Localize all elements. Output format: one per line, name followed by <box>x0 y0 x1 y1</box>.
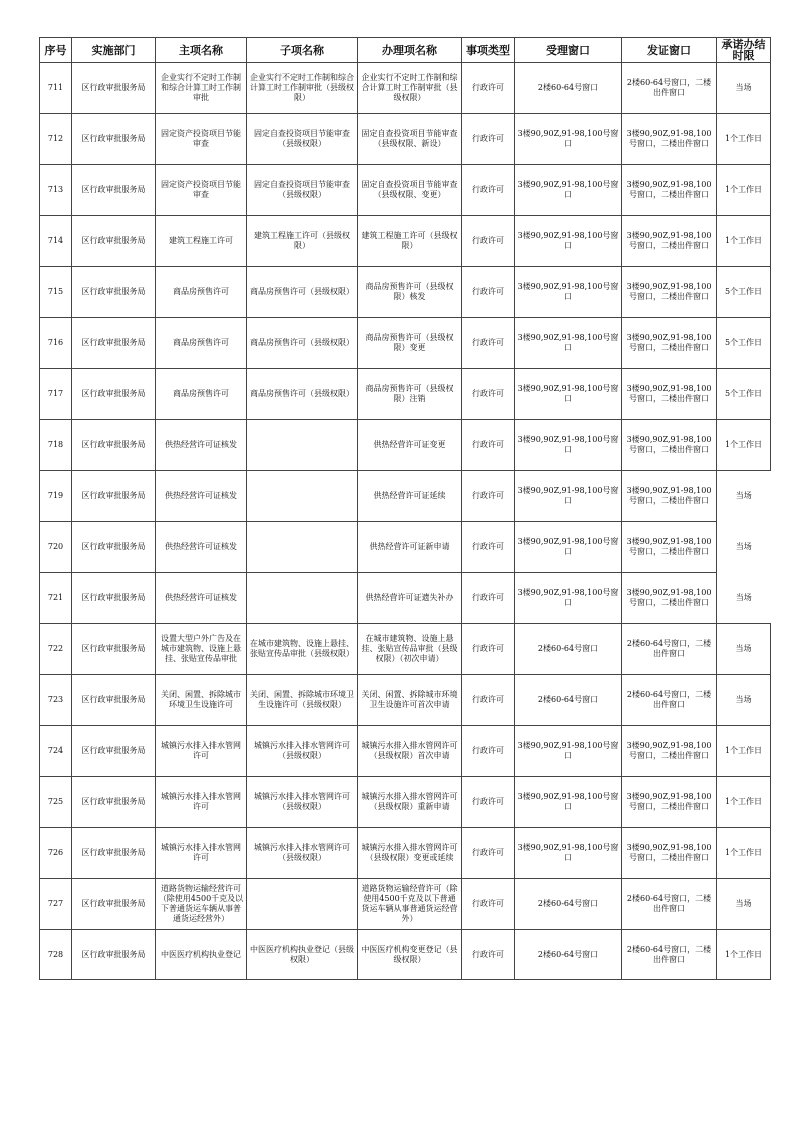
cell-sub <box>247 879 358 930</box>
cell-issue: 3楼90,90Z,91-98,100号窗口，二楼出件窗口 <box>622 777 717 828</box>
cell-sub <box>247 573 358 624</box>
cell-handle: 供热经营许可证遗失补办 <box>358 573 462 624</box>
cell-sub: 商品房预售许可（县级权限） <box>247 267 358 318</box>
cell-sub: 关闭、闲置、拆除城市环境卫生设施许可（县级权限） <box>247 675 358 726</box>
cell-type: 行政许可 <box>462 930 515 980</box>
cell-dept: 区行政审批服务局 <box>72 879 156 930</box>
cell-limit: 1个工作日 <box>717 930 771 980</box>
cell-handle: 道路货物运输经营许可（除使用4500千克及以下普通货运车辆从事普通货运经营外） <box>358 879 462 930</box>
cell-sub: 商品房预售许可（县级权限） <box>247 369 358 420</box>
cell-limit: 5个工作日 <box>717 369 771 420</box>
cell-type: 行政许可 <box>462 63 515 114</box>
cell-seq: 723 <box>40 675 72 726</box>
cell-accept: 3楼90,90Z,91-98,100号窗口 <box>515 573 622 624</box>
table-row <box>40 369 771 420</box>
cell-seq: 714 <box>40 216 72 267</box>
table-row <box>40 471 771 522</box>
table-row <box>40 573 771 624</box>
header-accept-window: 受理窗口 <box>515 38 622 63</box>
cell-seq: 718 <box>40 420 72 471</box>
cell-limit: 当场 <box>735 592 752 602</box>
cell-handle: 商品房预售许可（县级权限）核发 <box>358 267 462 318</box>
cell-main: 城镇污水排入排水管网许可 <box>156 828 247 879</box>
cell-accept: 3楼90,90Z,91-98,100号窗口 <box>515 726 622 777</box>
cell-issue: 3楼90,90Z,91-98,100号窗口，二楼出件窗口 <box>622 318 717 369</box>
cell-accept: 3楼90,90Z,91-98,100号窗口 <box>515 420 622 471</box>
cell-main: 供热经营许可证核发 <box>156 573 247 624</box>
table-header-row <box>40 38 771 63</box>
cell-type: 行政许可 <box>462 369 515 420</box>
cell-limit: 1个工作日 <box>717 420 771 471</box>
cell-seq: 727 <box>40 879 72 930</box>
cell-limit: 当场 <box>717 879 771 930</box>
cell-issue: 3楼90,90Z,91-98,100号窗口，二楼出件窗口 <box>622 369 717 420</box>
cell-limit: 1个工作日 <box>717 216 771 267</box>
cell-dept: 区行政审批服务局 <box>72 522 156 573</box>
cell-limit: 1个工作日 <box>717 726 771 777</box>
cell-sub <box>247 522 358 573</box>
cell-main: 供热经营许可证核发 <box>156 471 247 522</box>
cell-issue: 3楼90,90Z,91-98,100号窗口，二楼出件窗口 <box>622 573 717 624</box>
cell-sub: 在城市建筑物、设施上悬挂、张贴宣传品审批（县级权限） <box>247 624 358 675</box>
cell-accept: 3楼90,90Z,91-98,100号窗口 <box>515 777 622 828</box>
approval-items-table <box>39 37 771 980</box>
cell-type: 行政许可 <box>462 879 515 930</box>
cell-handle: 中医医疗机构变更登记（县级权限） <box>358 930 462 980</box>
table-row <box>40 930 771 980</box>
cell-type: 行政许可 <box>462 420 515 471</box>
cell-sub: 城镇污水排入排水管网许可（县级权限） <box>247 828 358 879</box>
cell-accept: 3楼90,90Z,91-98,100号窗口 <box>515 471 622 522</box>
header-dept: 实施部门 <box>72 38 156 63</box>
cell-sub <box>247 471 358 522</box>
cell-handle: 建筑工程施工许可（县级权限） <box>358 216 462 267</box>
cell-handle: 关闭、闲置、拆除城市环境卫生设施许可首次申请 <box>358 675 462 726</box>
cell-accept: 3楼90,90Z,91-98,100号窗口 <box>515 318 622 369</box>
cell-seq: 726 <box>40 828 72 879</box>
cell-main: 供热经营许可证核发 <box>156 522 247 573</box>
cell-main: 商品房预售许可 <box>156 267 247 318</box>
cell-type: 行政许可 <box>462 216 515 267</box>
cell-dept: 区行政审批服务局 <box>72 420 156 471</box>
cell-dept: 区行政审批服务局 <box>72 318 156 369</box>
cell-handle: 商品房预售许可（县级权限）注销 <box>358 369 462 420</box>
cell-seq: 724 <box>40 726 72 777</box>
header-issue-window: 发证窗口 <box>622 38 717 63</box>
cell-sub: 商品房预售许可（县级权限） <box>247 318 358 369</box>
cell-accept: 3楼90,90Z,91-98,100号窗口 <box>515 267 622 318</box>
cell-dept: 区行政审批服务局 <box>72 675 156 726</box>
table-body <box>40 63 771 980</box>
cell-dept: 区行政审批服务局 <box>72 930 156 980</box>
cell-type: 行政许可 <box>462 726 515 777</box>
cell-handle: 城镇污水排入排水管网许可（县级权限）首次申请 <box>358 726 462 777</box>
cell-limit: 当场 <box>735 491 752 501</box>
cell-handle: 在城市建筑物、设施上悬挂、张贴宣传品审批（县级权限）（初次申请） <box>358 624 462 675</box>
cell-handle: 固定自查投资项目节能审查（县级权限、新设） <box>358 114 462 165</box>
cell-accept: 3楼90,90Z,91-98,100号窗口 <box>515 828 622 879</box>
cell-sub: 城镇污水排入排水管网许可（县级权限） <box>247 777 358 828</box>
cell-type: 行政许可 <box>462 471 515 522</box>
table-row <box>40 828 771 879</box>
cell-seq: 711 <box>40 63 72 114</box>
cell-sub: 固定自查投资项目节能审查（县级权限） <box>247 165 358 216</box>
table-row <box>40 420 771 471</box>
cell-dept: 区行政审批服务局 <box>72 63 156 114</box>
cell-handle: 商品房预售许可（县级权限）变更 <box>358 318 462 369</box>
cell-type: 行政许可 <box>462 777 515 828</box>
cell-accept: 3楼90,90Z,91-98,100号窗口 <box>515 369 622 420</box>
cell-seq: 713 <box>40 165 72 216</box>
cell-handle: 供热经营许可证变更 <box>358 420 462 471</box>
cell-issue: 3楼90,90Z,91-98,100号窗口，二楼出件窗口 <box>622 165 717 216</box>
header-seq: 序号 <box>40 38 72 63</box>
cell-handle: 供热经营许可证新申请 <box>358 522 462 573</box>
cell-dept: 区行政审批服务局 <box>72 624 156 675</box>
cell-type: 行政许可 <box>462 573 515 624</box>
cell-main: 建筑工程施工许可 <box>156 216 247 267</box>
cell-type: 行政许可 <box>462 675 515 726</box>
cell-issue: 3楼90,90Z,91-98,100号窗口，二楼出件窗口 <box>622 114 717 165</box>
cell-sub: 城镇污水排入排水管网许可（县级权限） <box>247 726 358 777</box>
cell-accept: 3楼90,90Z,91-98,100号窗口 <box>515 216 622 267</box>
header-type: 事项类型 <box>462 38 515 63</box>
cell-accept: 2楼60-64号窗口 <box>515 675 622 726</box>
cell-sub <box>247 420 358 471</box>
cell-limit: 5个工作日 <box>717 267 771 318</box>
cell-dept: 区行政审批服务局 <box>72 369 156 420</box>
cell-limit: 5个工作日 <box>717 318 771 369</box>
cell-seq: 728 <box>40 930 72 980</box>
cell-dept: 区行政审批服务局 <box>72 777 156 828</box>
cell-type: 行政许可 <box>462 522 515 573</box>
cell-main: 设置大型户外广告及在城市建筑物、设施上悬挂、张贴宣传品审批 <box>156 624 247 675</box>
cell-accept: 3楼90,90Z,91-98,100号窗口 <box>515 522 622 573</box>
table-row <box>40 165 771 216</box>
cell-type: 行政许可 <box>462 267 515 318</box>
cell-handle: 城镇污水排入排水管网许可（县级权限）重新申请 <box>358 777 462 828</box>
cell-seq: 722 <box>40 624 72 675</box>
cell-dept: 区行政审批服务局 <box>72 828 156 879</box>
cell-limit: 1个工作日 <box>717 114 771 165</box>
cell-limit: 当场 <box>717 624 771 675</box>
cell-limit: 当场 <box>717 63 771 114</box>
cell-main: 城镇污水排入排水管网许可 <box>156 726 247 777</box>
cell-type: 行政许可 <box>462 828 515 879</box>
table-row <box>40 318 771 369</box>
cell-seq: 717 <box>40 369 72 420</box>
cell-accept: 3楼90,90Z,91-98,100号窗口 <box>515 165 622 216</box>
table-row <box>40 114 771 165</box>
header-handle-item: 办理项名称 <box>358 38 462 63</box>
table-row <box>40 879 771 930</box>
cell-issue: 3楼90,90Z,91-98,100号窗口，二楼出件窗口 <box>622 522 717 573</box>
cell-dept: 区行政审批服务局 <box>72 267 156 318</box>
cell-limit: 1个工作日 <box>717 165 771 216</box>
cell-issue: 2楼60-64号窗口，二楼出件窗口 <box>622 879 717 930</box>
cell-handle: 固定自查投资项目节能审查（县级权限、变更） <box>358 165 462 216</box>
header-sub-item: 子项名称 <box>247 38 358 63</box>
cell-issue: 3楼90,90Z,91-98,100号窗口，二楼出件窗口 <box>622 216 717 267</box>
cell-seq: 716 <box>40 318 72 369</box>
table-row <box>40 726 771 777</box>
table-row <box>40 63 771 114</box>
cell-main: 企业实行不定时工作制和综合计算工时工作制审批 <box>156 63 247 114</box>
cell-limit: 1个工作日 <box>717 777 771 828</box>
cell-seq: 721 <box>40 573 72 624</box>
table-row <box>40 624 771 675</box>
cell-main: 商品房预售许可 <box>156 369 247 420</box>
cell-seq: 725 <box>40 777 72 828</box>
cell-main: 关闭、闲置、拆除城市环境卫生设施许可 <box>156 675 247 726</box>
cell-dept: 区行政审批服务局 <box>72 573 156 624</box>
cell-dept: 区行政审批服务局 <box>72 165 156 216</box>
cell-main: 中医医疗机构执业登记 <box>156 930 247 980</box>
cell-limit: 当场 <box>717 675 771 726</box>
cell-type: 行政许可 <box>462 114 515 165</box>
cell-issue: 2楼60-64号窗口，二楼出件窗口 <box>622 930 717 980</box>
cell-issue: 3楼90,90Z,91-98,100号窗口，二楼出件窗口 <box>622 726 717 777</box>
cell-accept: 3楼90,90Z,91-98,100号窗口 <box>515 114 622 165</box>
cell-handle: 供热经营许可证延续 <box>358 471 462 522</box>
cell-issue: 3楼90,90Z,91-98,100号窗口，二楼出件窗口 <box>622 471 717 522</box>
cell-accept: 2楼60-64号窗口 <box>515 879 622 930</box>
table-row <box>40 216 771 267</box>
cell-type: 行政许可 <box>462 318 515 369</box>
cell-issue: 2楼60-64号窗口，二楼出件窗口 <box>622 675 717 726</box>
cell-seq: 712 <box>40 114 72 165</box>
cell-limit: 1个工作日 <box>717 828 771 879</box>
cell-type: 行政许可 <box>462 165 515 216</box>
cell-dept: 区行政审批服务局 <box>72 471 156 522</box>
cell-sub: 中医医疗机构执业登记（县级权限） <box>247 930 358 980</box>
cell-main: 供热经营许可证核发 <box>156 420 247 471</box>
cell-main: 道路货物运输经营许可（除使用4500千克及以下普通货运车辆从事普通货运经营外） <box>156 879 247 930</box>
cell-dept: 区行政审批服务局 <box>72 216 156 267</box>
cell-sub: 建筑工程施工许可（县级权限） <box>247 216 358 267</box>
cell-accept: 2楼60-64号窗口 <box>515 624 622 675</box>
header-main-item: 主项名称 <box>156 38 247 63</box>
cell-main: 商品房预售许可 <box>156 318 247 369</box>
cell-issue: 3楼90,90Z,91-98,100号窗口，二楼出件窗口 <box>622 828 717 879</box>
cell-issue: 2楼60-64号窗口，二楼出件窗口 <box>622 624 717 675</box>
cell-issue: 3楼90,90Z,91-98,100号窗口，二楼出件窗口 <box>622 420 717 471</box>
table-row <box>40 267 771 318</box>
cell-main: 城镇污水排入排水管网许可 <box>156 777 247 828</box>
cell-dept: 区行政审批服务局 <box>72 114 156 165</box>
cell-main: 固定资产投资项目节能审查 <box>156 114 247 165</box>
cell-sub: 企业实行不定时工作制和综合计算工时工作制审批（县级权限） <box>247 63 358 114</box>
cell-handle: 城镇污水排入排水管网许可（县级权限）变更或延续 <box>358 828 462 879</box>
cell-dept: 区行政审批服务局 <box>72 726 156 777</box>
table-row <box>40 675 771 726</box>
cell-seq: 715 <box>40 267 72 318</box>
cell-seq: 719 <box>40 471 72 522</box>
table-row <box>40 777 771 828</box>
cell-sub: 固定自查投资项目节能审查（县级权限） <box>247 114 358 165</box>
table-row <box>40 522 771 573</box>
cell-accept: 2楼60-64号窗口 <box>515 63 622 114</box>
header-time-limit: 承诺办结时限 <box>717 38 771 63</box>
cell-seq: 720 <box>40 522 72 573</box>
cell-limit: 当场 <box>735 542 752 551</box>
cell-main: 固定资产投资项目节能审查 <box>156 165 247 216</box>
cell-accept: 2楼60-64号窗口 <box>515 930 622 980</box>
cell-type: 行政许可 <box>462 624 515 675</box>
cell-issue: 2楼60-64号窗口，二楼出件窗口 <box>622 63 717 114</box>
cell-handle: 企业实行不定时工作制和综合计算工时工作制审批（县级权限） <box>358 63 462 114</box>
cell-issue: 3楼90,90Z,91-98,100号窗口，二楼出件窗口 <box>622 267 717 318</box>
